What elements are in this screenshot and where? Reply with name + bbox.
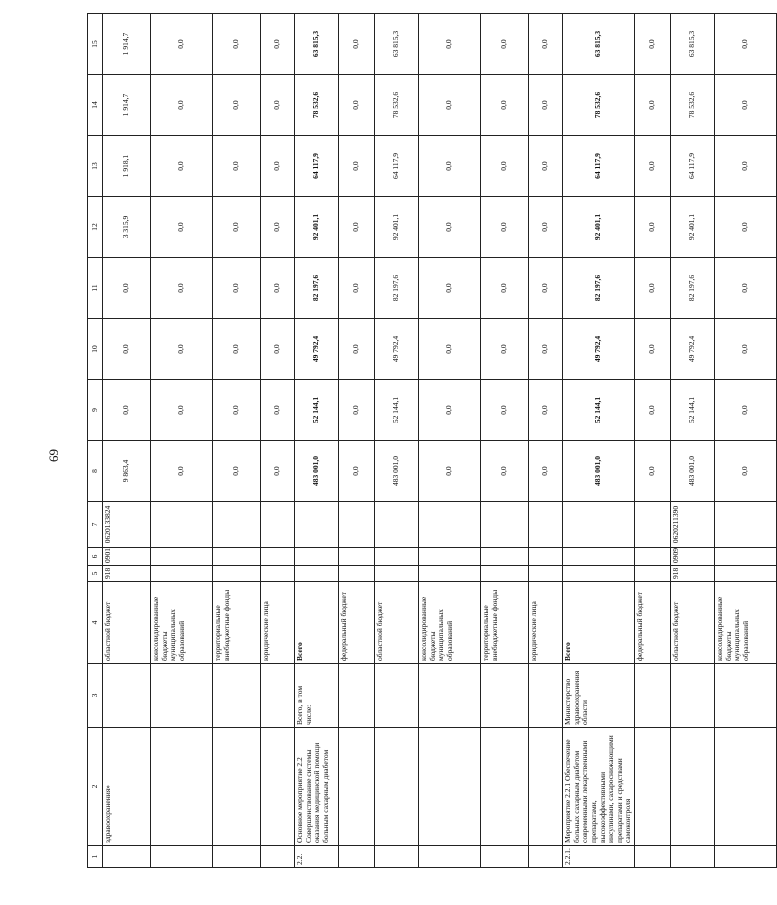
cell-value: 0,0 — [635, 136, 671, 197]
cell-value: 0,0 — [151, 380, 213, 441]
cell-c4: областной бюджет — [103, 582, 151, 664]
table-row — [375, 14, 419, 868]
column-header: 10 — [88, 319, 103, 380]
cell-c6: 0901 — [103, 548, 151, 566]
cell-value: 0,0 — [151, 441, 213, 502]
cell-c4: федеральный бюджет — [339, 582, 375, 664]
cell-value: 0,0 — [103, 319, 151, 380]
cell-value: 0,0 — [529, 136, 563, 197]
cell-value: 0,0 — [339, 136, 375, 197]
column-header: 6 — [88, 548, 103, 566]
cell-c6 — [715, 548, 777, 566]
cell-c5 — [563, 566, 635, 582]
cell-c4: Всего — [563, 582, 635, 664]
cell-c6 — [635, 548, 671, 566]
cell-c6 — [339, 548, 375, 566]
cell-value: 82 197,6 — [671, 258, 715, 319]
cell-c5 — [529, 566, 563, 582]
cell-value: 0,0 — [419, 380, 481, 441]
table-row — [635, 14, 671, 868]
cell-value: 0,0 — [419, 14, 481, 75]
cell-c4: территориальные внебюджетные фонды — [481, 582, 529, 664]
cell-value: 0,0 — [151, 258, 213, 319]
cell-c5 — [261, 566, 295, 582]
cell-value: 52 144,1 — [671, 380, 715, 441]
cell-c2: Основное мероприятие 2.2 Совершенствование системы оказания медицинской помощи больным сахарным диабетом — [295, 728, 339, 846]
cell-value: 0,0 — [213, 319, 261, 380]
cell-value: 0,0 — [339, 75, 375, 136]
cell-value: 483 001,0 — [563, 441, 635, 502]
cell-c1 — [375, 846, 419, 868]
cell-value: 92 401,1 — [375, 197, 419, 258]
cell-value: 483 001,0 — [295, 441, 339, 502]
cell-value: 63 815,3 — [671, 14, 715, 75]
cell-value: 0,0 — [261, 197, 295, 258]
cell-c5 — [213, 566, 261, 582]
column-header: 13 — [88, 136, 103, 197]
cell-c5: 918 — [103, 566, 151, 582]
column-header: 7 — [88, 502, 103, 548]
cell-value: 0,0 — [635, 441, 671, 502]
cell-value: 0,0 — [715, 258, 777, 319]
cell-c5 — [339, 566, 375, 582]
cell-value: 0,0 — [715, 136, 777, 197]
cell-c1 — [419, 846, 481, 868]
cell-c5 — [375, 566, 419, 582]
cell-value: 0,0 — [715, 14, 777, 75]
cell-value: 49 792,4 — [295, 319, 339, 380]
cell-value: 0,0 — [715, 197, 777, 258]
page-number: 69 — [46, 449, 61, 462]
cell-value: 0,0 — [419, 136, 481, 197]
cell-c3 — [339, 664, 375, 728]
column-header: 15 — [88, 14, 103, 75]
cell-c7 — [151, 502, 213, 548]
cell-value: 0,0 — [529, 258, 563, 319]
cell-value: 0,0 — [481, 75, 529, 136]
column-header: 3 — [88, 664, 103, 728]
cell-c1 — [529, 846, 563, 868]
cell-c7 — [213, 502, 261, 548]
cell-value: 0,0 — [715, 380, 777, 441]
cell-c7 — [339, 502, 375, 548]
table-body — [103, 14, 777, 868]
column-header: 2 — [88, 728, 103, 846]
cell-c6 — [151, 548, 213, 566]
cell-c5 — [635, 566, 671, 582]
rotated-table-wrapper — [87, 14, 750, 868]
cell-c4: федеральный бюджет — [635, 582, 671, 664]
cell-c7 — [635, 502, 671, 548]
cell-c4: территориальные внебюджетные фонды — [213, 582, 261, 664]
cell-c2 — [419, 728, 481, 846]
cell-value: 0,0 — [151, 197, 213, 258]
cell-c2: Мероприятие 2.2.1 Обеспечение больных сахарным диабетом современными лекарственными препаратами, высокоэффективными инсулинами, сахароснижающими препаратами и средствами самоконтроля — [563, 728, 635, 846]
cell-c3 — [213, 664, 261, 728]
cell-c7 — [481, 502, 529, 548]
table-row — [529, 14, 563, 868]
cell-value: 49 792,4 — [375, 319, 419, 380]
cell-c6 — [529, 548, 563, 566]
cell-c6 — [261, 548, 295, 566]
cell-value: 78 532,6 — [671, 75, 715, 136]
cell-value: 0,0 — [635, 319, 671, 380]
cell-c7 — [261, 502, 295, 548]
cell-value: 0,0 — [339, 14, 375, 75]
cell-c6: 0909 — [671, 548, 715, 566]
cell-c2 — [671, 728, 715, 846]
cell-value: 0,0 — [715, 75, 777, 136]
cell-value: 52 144,1 — [375, 380, 419, 441]
cell-value: 0,0 — [635, 258, 671, 319]
cell-c2 — [213, 728, 261, 846]
cell-value: 64 117,9 — [563, 136, 635, 197]
cell-value: 64 117,9 — [671, 136, 715, 197]
cell-value: 9 863,4 — [103, 441, 151, 502]
cell-value: 0,0 — [481, 258, 529, 319]
cell-value: 0,0 — [635, 197, 671, 258]
cell-value: 0,0 — [339, 441, 375, 502]
cell-value: 0,0 — [339, 380, 375, 441]
cell-value: 0,0 — [213, 441, 261, 502]
cell-c3 — [375, 664, 419, 728]
cell-value: 0,0 — [481, 197, 529, 258]
column-header: 11 — [88, 258, 103, 319]
cell-c2 — [339, 728, 375, 846]
cell-value: 0,0 — [339, 319, 375, 380]
cell-c2 — [261, 728, 295, 846]
table-row — [295, 14, 339, 868]
cell-value: 0,0 — [151, 136, 213, 197]
cell-c3: Всего, в том числе: — [295, 664, 339, 728]
cell-c2 — [481, 728, 529, 846]
cell-c1 — [261, 846, 295, 868]
cell-value: 0,0 — [481, 319, 529, 380]
cell-c1 — [671, 846, 715, 868]
cell-value: 0,0 — [529, 441, 563, 502]
cell-c3 — [419, 664, 481, 728]
cell-value: 0,0 — [261, 380, 295, 441]
cell-c2 — [715, 728, 777, 846]
cell-c7 — [563, 502, 635, 548]
cell-value: 0,0 — [339, 258, 375, 319]
cell-value: 0,0 — [213, 14, 261, 75]
cell-c2 — [151, 728, 213, 846]
cell-c4: консолидированные бюджеты муниципальных образований — [419, 582, 481, 664]
cell-value: 82 197,6 — [295, 258, 339, 319]
cell-value: 63 815,3 — [563, 14, 635, 75]
cell-c2 — [635, 728, 671, 846]
cell-c7 — [375, 502, 419, 548]
cell-c7 — [715, 502, 777, 548]
cell-c3: Министерство здравоохранения области — [563, 664, 635, 728]
cell-value: 0,0 — [261, 14, 295, 75]
cell-c1 — [481, 846, 529, 868]
cell-c1 — [151, 846, 213, 868]
cell-value: 0,0 — [261, 319, 295, 380]
cell-value: 0,0 — [419, 197, 481, 258]
cell-c2 — [375, 728, 419, 846]
cell-value: 64 117,9 — [295, 136, 339, 197]
cell-value: 52 144,1 — [295, 380, 339, 441]
cell-c7 — [295, 502, 339, 548]
cell-value: 0,0 — [151, 319, 213, 380]
cell-value: 78 532,6 — [295, 75, 339, 136]
cell-value: 0,0 — [261, 441, 295, 502]
column-header: 4 — [88, 582, 103, 664]
table-row — [715, 14, 777, 868]
cell-value: 0,0 — [419, 258, 481, 319]
cell-c1 — [715, 846, 777, 868]
cell-c7 — [419, 502, 481, 548]
cell-value: 49 792,4 — [671, 319, 715, 380]
cell-value: 49 792,4 — [563, 319, 635, 380]
cell-c5 — [481, 566, 529, 582]
cell-value: 0,0 — [529, 319, 563, 380]
cell-c4: областной бюджет — [375, 582, 419, 664]
cell-c4: Всего — [295, 582, 339, 664]
cell-value: 0,0 — [213, 197, 261, 258]
cell-value: 0,0 — [635, 380, 671, 441]
cell-value: 1 918,1 — [103, 136, 151, 197]
header-row — [88, 14, 103, 868]
cell-c1 — [103, 846, 151, 868]
cell-value: 0,0 — [481, 14, 529, 75]
cell-value: 0,0 — [529, 75, 563, 136]
cell-value: 0,0 — [213, 75, 261, 136]
cell-c4: областной бюджет — [671, 582, 715, 664]
cell-c3 — [715, 664, 777, 728]
table-row — [261, 14, 295, 868]
cell-value: 92 401,1 — [671, 197, 715, 258]
cell-c7: 0620133824 — [103, 502, 151, 548]
cell-value: 483 001,0 — [375, 441, 419, 502]
cell-c4: юридические лица — [261, 582, 295, 664]
cell-value: 78 532,6 — [375, 75, 419, 136]
cell-value: 0,0 — [261, 75, 295, 136]
cell-c6 — [419, 548, 481, 566]
cell-c3 — [261, 664, 295, 728]
cell-value: 0,0 — [339, 197, 375, 258]
cell-value: 0,0 — [151, 14, 213, 75]
cell-c1 — [339, 846, 375, 868]
cell-c1 — [635, 846, 671, 868]
cell-value: 0,0 — [261, 258, 295, 319]
cell-value: 82 197,6 — [563, 258, 635, 319]
cell-value: 0,0 — [481, 136, 529, 197]
cell-c1 — [213, 846, 261, 868]
cell-c6 — [563, 548, 635, 566]
column-header: 8 — [88, 441, 103, 502]
table-row — [151, 14, 213, 868]
cell-c3 — [103, 664, 151, 728]
table-row — [481, 14, 529, 868]
column-header: 5 — [88, 566, 103, 582]
cell-value: 92 401,1 — [563, 197, 635, 258]
table-row — [419, 14, 481, 868]
cell-c4: консолидированные бюджеты муниципальных образований — [715, 582, 777, 664]
cell-value: 0,0 — [213, 380, 261, 441]
cell-value: 0,0 — [529, 197, 563, 258]
cell-c6 — [481, 548, 529, 566]
cell-value: 1 914,7 — [103, 75, 151, 136]
cell-c2 — [529, 728, 563, 846]
table-row — [339, 14, 375, 868]
cell-value: 0,0 — [261, 136, 295, 197]
cell-value: 0,0 — [635, 14, 671, 75]
cell-value: 0,0 — [529, 380, 563, 441]
cell-value: 0,0 — [715, 319, 777, 380]
cell-c5 — [419, 566, 481, 582]
column-header: 1 — [88, 846, 103, 868]
cell-c4: консолидированные бюджеты муниципальных образований — [151, 582, 213, 664]
cell-c6 — [295, 548, 339, 566]
cell-value: 3 315,9 — [103, 197, 151, 258]
table-row — [213, 14, 261, 868]
cell-value: 64 117,9 — [375, 136, 419, 197]
cell-value: 0,0 — [419, 75, 481, 136]
column-header: 12 — [88, 197, 103, 258]
cell-value: 63 815,3 — [375, 14, 419, 75]
table-row — [103, 14, 151, 868]
cell-c2: здравоохранения» — [103, 728, 151, 846]
cell-value: 0,0 — [213, 258, 261, 319]
cell-value: 82 197,6 — [375, 258, 419, 319]
cell-c6 — [375, 548, 419, 566]
cell-c7: 0620211390 — [671, 502, 715, 548]
cell-c5 — [295, 566, 339, 582]
cell-value: 483 001,0 — [671, 441, 715, 502]
cell-value: 78 532,6 — [563, 75, 635, 136]
cell-value: 92 401,1 — [295, 197, 339, 258]
cell-value: 0,0 — [213, 136, 261, 197]
cell-c3 — [529, 664, 563, 728]
cell-c1: 2.2. — [295, 846, 339, 868]
cell-value: 0,0 — [419, 319, 481, 380]
cell-c3 — [671, 664, 715, 728]
cell-value: 1 914,7 — [103, 14, 151, 75]
cell-c5 — [151, 566, 213, 582]
column-header: 14 — [88, 75, 103, 136]
table-row — [563, 14, 635, 868]
cell-value: 0,0 — [151, 75, 213, 136]
table-row — [671, 14, 715, 868]
cell-value: 0,0 — [103, 258, 151, 319]
cell-c3 — [635, 664, 671, 728]
column-header: 9 — [88, 380, 103, 441]
budget-table — [87, 13, 777, 868]
cell-value: 0,0 — [635, 75, 671, 136]
cell-value: 0,0 — [103, 380, 151, 441]
cell-value: 0,0 — [715, 441, 777, 502]
cell-value: 52 144,1 — [563, 380, 635, 441]
cell-c1: 2.2.1. — [563, 846, 635, 868]
cell-value: 63 815,3 — [295, 14, 339, 75]
cell-c3 — [151, 664, 213, 728]
cell-value: 0,0 — [481, 441, 529, 502]
cell-c5: 918 — [671, 566, 715, 582]
cell-value: 0,0 — [419, 441, 481, 502]
cell-value: 0,0 — [529, 14, 563, 75]
cell-c7 — [529, 502, 563, 548]
cell-c5 — [715, 566, 777, 582]
cell-c3 — [481, 664, 529, 728]
cell-c6 — [213, 548, 261, 566]
cell-value: 0,0 — [481, 380, 529, 441]
cell-c4: юридические лица — [529, 582, 563, 664]
